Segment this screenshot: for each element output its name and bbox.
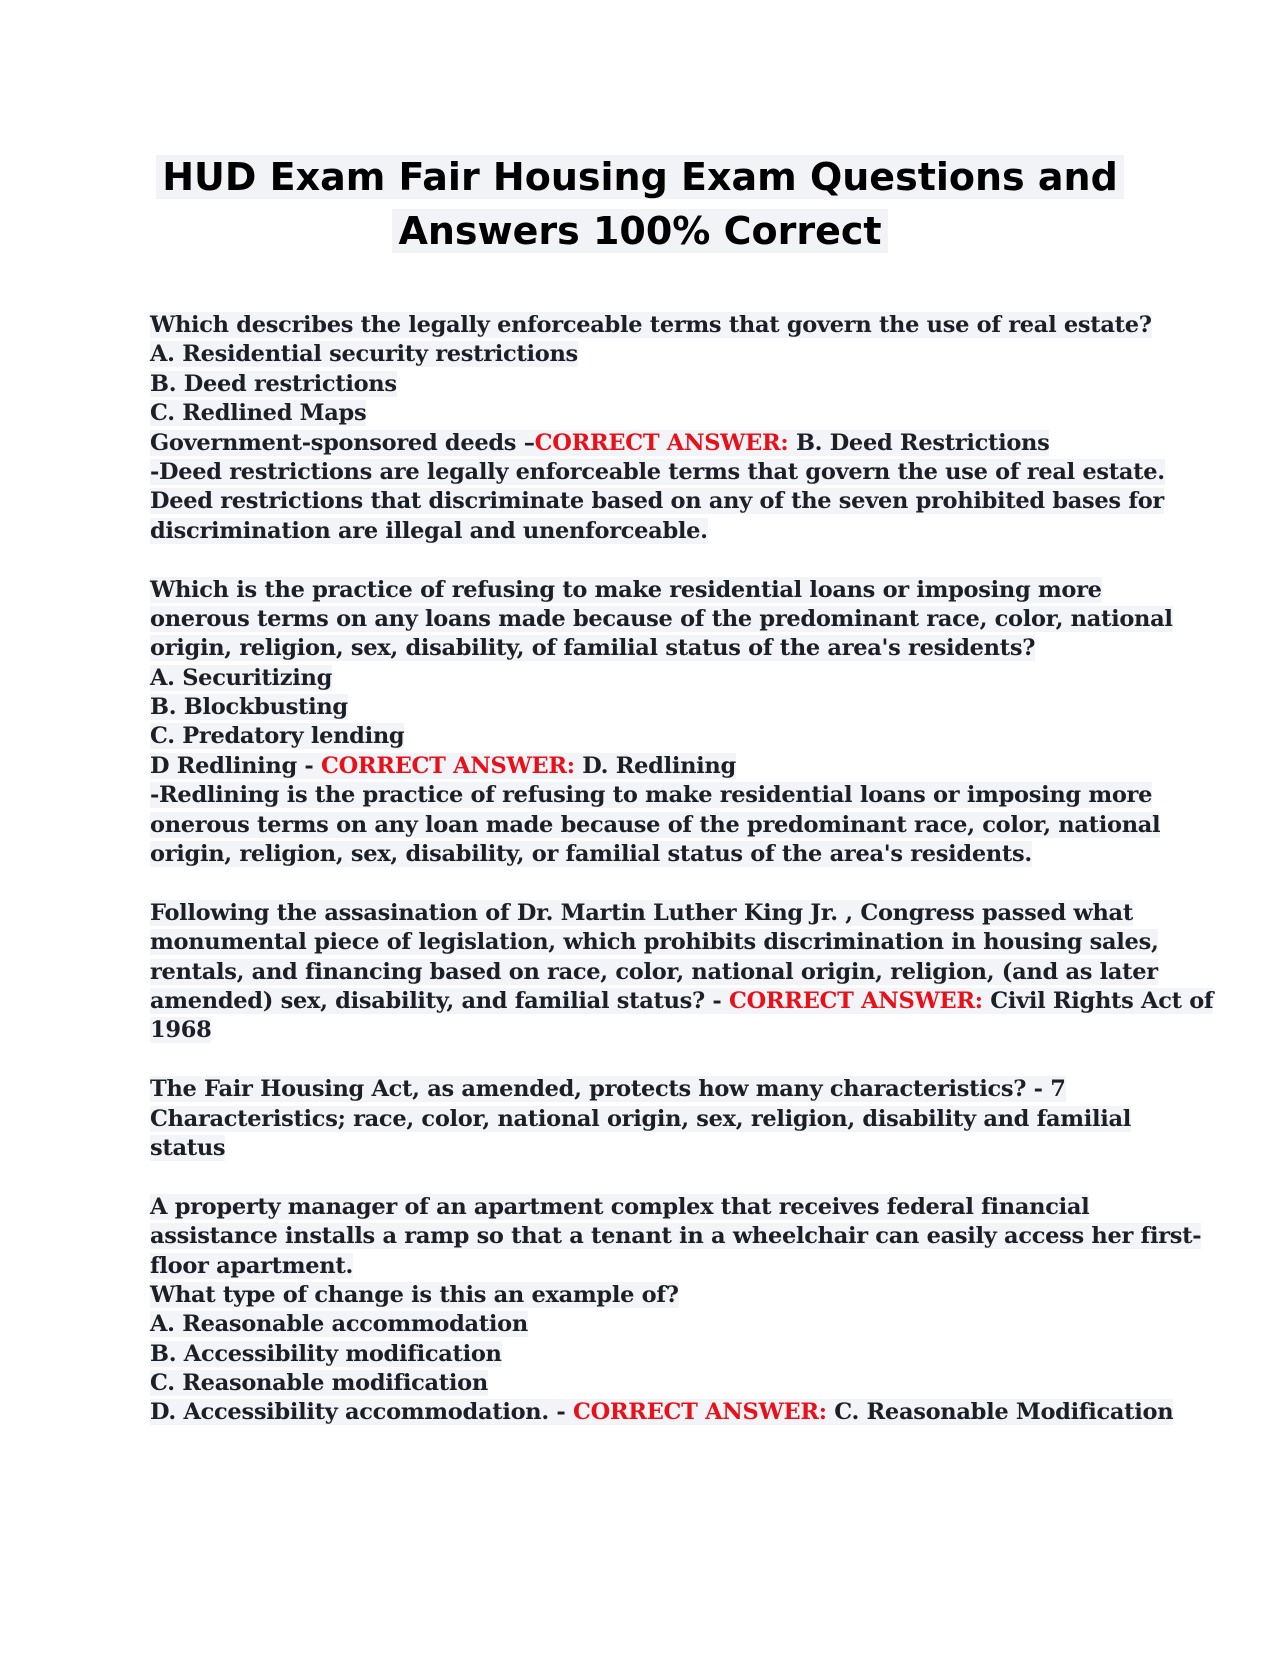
question-text: amended) sex, disability, and familial status? - bbox=[150, 987, 729, 1014]
answer-text: Characteristics; race, color, national origin, sex, religion, disability and familial bbox=[150, 1105, 1132, 1132]
correct-answer-label: CORRECT ANSWER: bbox=[534, 429, 789, 456]
option-c: C. Reasonable modification bbox=[150, 1370, 488, 1397]
option-b: B. Deed restrictions bbox=[150, 370, 397, 397]
correct-answer-label: CORRECT ANSWER: bbox=[728, 987, 983, 1014]
explanation-text: origin, religion, sex, disability, or familial status of the area's residents. bbox=[150, 841, 1032, 868]
option-d: D. Accessibility accommodation. - bbox=[150, 1399, 573, 1426]
option-a: A. Securitizing bbox=[150, 664, 333, 691]
option-d: D Redlining - bbox=[150, 752, 321, 779]
correct-answer-value: Civil Rights Act of bbox=[982, 987, 1214, 1014]
question-text: A property manager of an apartment complex that receives federal financial bbox=[150, 1193, 1090, 1220]
option-c: C. Redlined Maps bbox=[150, 400, 367, 427]
question-text: What type of change is this an example of? bbox=[150, 1281, 679, 1308]
question-text: Following the assasination of Dr. Martin Luther King Jr. , Congress passed what bbox=[150, 899, 1133, 926]
question-text: Which describes the legally enforceable terms that govern the use of real estate? bbox=[150, 312, 1152, 338]
question-text: floor apartment. bbox=[150, 1252, 353, 1279]
title-line-1: HUD Exam Fair Housing Exam Questions and bbox=[156, 155, 1124, 199]
explanation-text: -Deed restrictions are legally enforceable terms that govern the use of real estate. bbox=[150, 458, 1165, 485]
option-d: Government-sponsored deeds – bbox=[150, 429, 535, 456]
correct-answer-value: D. Redlining bbox=[574, 752, 736, 779]
explanation-text: -Redlining is the practice of refusing to make residential loans or imposing more bbox=[150, 782, 1153, 809]
title-line-2: Answers 100% Correct bbox=[392, 209, 887, 253]
question-text: Which is the practice of refusing to make residential loans or imposing more bbox=[150, 576, 1102, 603]
correct-answer-value: 1968 bbox=[150, 1017, 212, 1044]
question-text: rentals, and financing based on race, color, national origin, religion, (and as later bbox=[150, 958, 1158, 985]
option-b: B. Accessibility modification bbox=[150, 1340, 502, 1367]
question-block-5 bbox=[150, 1193, 1202, 1428]
option-a: A. Reasonable accommodation bbox=[150, 1311, 528, 1338]
document-title bbox=[0, 150, 1280, 258]
question-block-2 bbox=[150, 576, 1173, 870]
option-a: A. Residential security restrictions bbox=[150, 341, 578, 368]
correct-answer-label: CORRECT ANSWER: bbox=[321, 752, 575, 779]
explanation-text: onerous terms on any loan made because of the predominant race, color, national bbox=[150, 811, 1161, 838]
question-text: origin, religion, sex, disability, of familial status of the area's residents? bbox=[150, 635, 1036, 662]
question-block-4 bbox=[150, 1075, 1130, 1163]
question-text: monumental piece of legislation, which prohibits discrimination in housing sales, bbox=[150, 929, 1159, 956]
question-text: assistance installs a ramp so that a tenant in a wheelchair can easily access her first- bbox=[150, 1223, 1202, 1250]
explanation-text: Deed restrictions that discriminate based on any of the seven prohibited bases for bbox=[150, 488, 1164, 515]
question-block-3 bbox=[150, 899, 1214, 1046]
correct-answer-value: B. Deed Restrictions bbox=[788, 429, 1050, 456]
question-text: onerous terms on any loans made because of the predominant race, color, national bbox=[150, 605, 1173, 632]
option-c: C. Predatory lending bbox=[150, 723, 405, 750]
question-text: The Fair Housing Act, as amended, protects how many characteristics? - 7 bbox=[150, 1076, 1066, 1103]
question-block-1 bbox=[150, 311, 1165, 546]
answer-text: status bbox=[150, 1134, 226, 1161]
correct-answer-value: C. Reasonable Modification bbox=[826, 1399, 1174, 1426]
correct-answer-label: CORRECT ANSWER: bbox=[572, 1399, 827, 1426]
explanation-text: discrimination are illegal and unenforceable. bbox=[150, 517, 708, 544]
option-b: B. Blockbusting bbox=[150, 694, 348, 721]
document-body bbox=[150, 311, 1214, 1428]
